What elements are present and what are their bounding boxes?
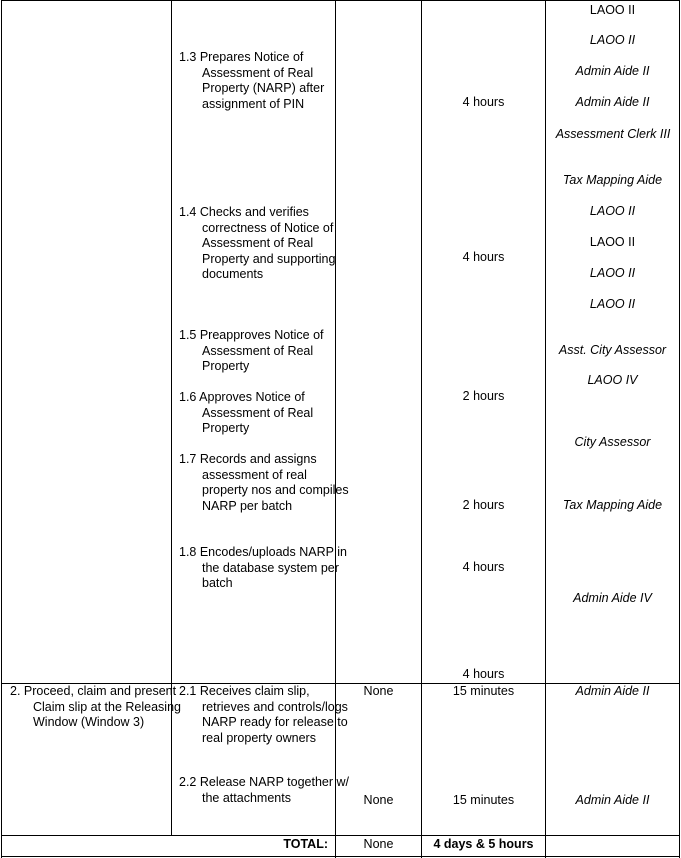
person-responsible: Tax Mapping Aide [562,173,663,187]
table-col-divider-3 [421,0,422,858]
person-responsible: Admin Aide II [575,793,650,807]
action-1-6: 1.6 Approves Notice of Assessment of Real Property [179,390,314,435]
action-1-5: 1.5 Preapproves Notice of Assessment of Real Property [179,328,324,373]
total-fee: None [363,837,394,851]
person-responsible: Admin Aide II [575,64,650,78]
client-step-2: 2. Proceed, claim and present Claim slip at the Releasing Window (Window 3) [10,684,181,729]
person-responsible: Tax Mapping Aide [562,498,663,512]
person-responsible: City Assessor [574,435,651,449]
person-responsible: LAOO II [589,297,636,311]
person-responsible: LAOO II [589,235,636,249]
table-col-divider-4 [545,0,546,858]
person-responsible: Admin Aide IV [573,591,652,605]
person-responsible: LAOO II [589,266,636,280]
person-responsible: Assessment Clerk III [555,127,671,141]
table-row-divider-2 [1,835,680,836]
processing-time: 15 minutes [452,684,515,698]
fee: None [363,793,394,807]
total-label: TOTAL: [283,837,328,851]
person-responsible: Admin Aide II [575,684,650,698]
table-border-left [1,0,2,858]
table-border-top [1,0,680,1]
processing-time: 4 hours [462,560,505,574]
processing-time: 15 minutes [452,793,515,807]
action-2-2: 2.2 Release NARP together w/ the attachments [179,775,350,805]
table-border-right [679,0,680,858]
person-responsible: LAOO II [589,3,636,17]
processing-time: 4 hours [462,250,505,264]
person-responsible: Admin Aide II [575,95,650,109]
person-responsible: LAOO II [589,204,636,218]
fee: None [363,684,394,698]
processing-time: 4 hours [462,667,505,681]
action-1-3: 1.3 Prepares Notice of Assessment of Real Property (NARP) after assignment of PIN [179,50,325,111]
total-time: 4 days & 5 hours [433,837,534,851]
action-1-7: 1.7 Records and assigns assessment of real property nos and compiles NARP per batch [179,452,349,513]
person-responsible: Asst. City Assessor [558,343,667,357]
processing-time: 2 hours [462,389,505,403]
action-2-1: 2.1 Receives claim slip, retrieves and controls/logs NARP ready for release to real property owners [179,684,348,745]
processing-time: 4 hours [462,95,505,109]
action-1-4: 1.4 Checks and verifies correctness of Notice of Assessment of Real Property and supporting documents [179,205,336,281]
person-responsible: LAOO IV [587,373,638,387]
person-responsible: LAOO II [589,33,636,47]
processing-time: 2 hours [462,498,505,512]
table-border-bottom [1,856,680,857]
action-1-8: 1.8 Encodes/uploads NARP in the database system per batch [179,545,347,590]
